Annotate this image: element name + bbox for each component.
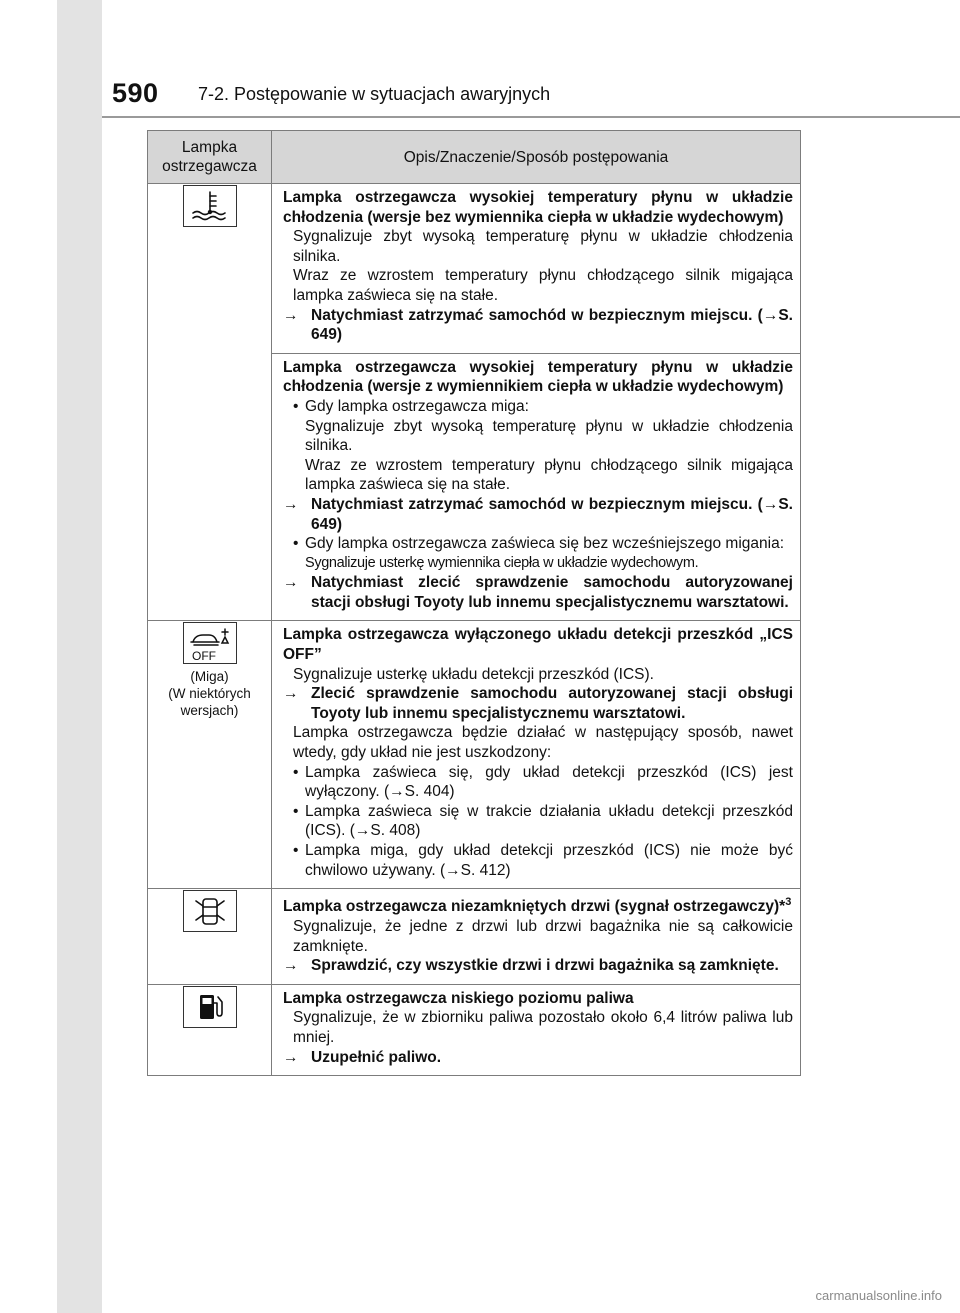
ics-bullet-1: • Lampka zaświeca się, gdy układ detekcji przeszkód (ICS) jest wyłączony. (→S. 404): [293, 763, 793, 801]
fuel-pump-icon: [183, 986, 237, 1028]
chapter-title: 7-2. Postępowanie w sytuacjach awaryjnych: [198, 84, 551, 104]
col-header-warning-light: Lampka ostrzegawcza: [148, 131, 272, 184]
ics-desc: [272, 621, 801, 889]
ics-bullet-2: • Lampka zaświeca się w trakcie działania układu detekcji przeszkód (ICS). (→S. 408): [293, 802, 793, 840]
ics-off-icon: [183, 622, 237, 664]
arrow-right-icon: →: [283, 574, 299, 592]
coolant-line-a1: Sygnalizuje zbyt wysoką temperaturę płynu w układzie chłodzenia silnika.: [293, 228, 793, 265]
coolant-title-b: Lampka ostrzegawcza wysokiej temperatury płynu w układzie chłodzenia (wersje z wymiennikiem ciepła w układzie wydechowym): [283, 358, 793, 396]
coolant-line-b3: Sygnalizuje usterkę wymiennika ciepła w układzie wydechowym.: [305, 554, 699, 571]
fuel-line-1: Sygnalizuje, że w zbiorniku paliwa pozostało około 6,4 litrów paliwa lub mniej.: [293, 1009, 793, 1046]
coolant-desc-b: [272, 353, 801, 621]
table-row-ics-off: [148, 621, 801, 889]
ics-line-1: Sygnalizuje usterkę układu detekcji przeszkód (ICS).: [293, 665, 654, 683]
warning-lights-table: [147, 130, 801, 1076]
ics-note-blinks: (Miga): [190, 669, 229, 685]
table-row-coolant-a: [148, 184, 801, 354]
arrow-right-icon: →: [283, 306, 299, 324]
coolant-bullet-b2: • Gdy lampka ostrzegawcza zaświeca się bez wcześniejszego migania:: [293, 535, 784, 553]
fuel-desc: [272, 984, 801, 1075]
coolant-line-b2: Wraz ze wzrostem temperatury płynu chłodzącego silnik migająca lampka zaświeca się na stałe.: [305, 456, 793, 494]
table-header-row: [148, 131, 801, 184]
fuel-title: Lampka ostrzegawcza niskiego poziomu paliwa: [283, 989, 634, 1007]
arrow-right-icon: →: [283, 957, 299, 975]
coolant-line-a2: Wraz ze wzrostem temperatury płynu chłodzącego silnik migająca lampka zaświeca się na stałe.: [293, 267, 793, 304]
coolant-title-a: Lampka ostrzegawcza wysokiej temperatury płynu w układzie chłodzenia (wersje bez wymiennika ciepła w układzie wydechowym): [283, 189, 793, 226]
coolant-action-b2: → Natychmiast zlecić sprawdzenie samochodu autoryzowanej stacji obsługi Toyoty lub innemu specjalistycznemu warsztatowi.: [283, 574, 793, 611]
ics-bullet-3: • Lampka miga, gdy układ detekcji przeszkód (ICS) nie może być chwilowo używany. (→S. 412): [293, 842, 793, 879]
watermark: carmanualsonline.info: [815, 1288, 942, 1303]
coolant-action-a: → Natychmiast zatrzymać samochód w bezpiecznym miejscu. (→S. 649): [283, 306, 793, 344]
table-row-door-open: [148, 889, 801, 985]
fuel-icon-cell: [148, 984, 272, 1075]
arrow-right-icon: →: [283, 685, 299, 703]
col-header-description: Opis/Znaczenie/Sposób postępowania: [272, 131, 801, 184]
page-header: [102, 72, 960, 118]
coolant-desc-a: [272, 184, 801, 354]
ics-note-versions: (W niektórych wersjach): [168, 686, 251, 719]
door-action: → Sprawdzić, czy wszystkie drzwi i drzwi bagażnika są zamknięte.: [283, 957, 779, 975]
svg-text:OFF: OFF: [191, 649, 216, 664]
coolant-bullet-b1: • Gdy lampka ostrzegawcza miga:: [293, 397, 529, 415]
coolant-icon-cell: [148, 184, 272, 621]
coolant-line-b1: Sygnalizuje zbyt wysoką temperaturę płynu w układzie chłodzenia silnika.: [305, 417, 793, 455]
page-number: 590: [112, 78, 159, 108]
ics-action: → Zlecić sprawdzenie samochodu autoryzowanej stacji obsługi Toyoty lub innemu specjalistycznemu warsztatowi.: [283, 685, 793, 722]
arrow-right-icon: →: [283, 495, 299, 513]
side-margin-strip: [57, 0, 102, 1313]
ics-icon-cell: [148, 621, 272, 889]
coolant-temperature-icon: [183, 185, 237, 227]
door-icon-cell: [148, 889, 272, 985]
door-desc: [272, 889, 801, 985]
ics-line-2: Lampka ostrzegawcza będzie działać w następujący sposób, nawet wtedy, gdy układ nie jest uszkodzony:: [293, 724, 793, 762]
arrow-right-icon: →: [283, 1048, 299, 1066]
fuel-action: → Uzupełnić paliwo.: [283, 1048, 442, 1066]
ics-title: Lampka ostrzegawcza wyłączonego układu detekcji przeszkód „ICS OFF”: [283, 626, 793, 664]
coolant-action-b1: → Natychmiast zatrzymać samochód w bezpiecznym miejscu. (→S. 649): [283, 495, 793, 533]
open-door-icon: [183, 890, 237, 932]
table-row-low-fuel: [148, 984, 801, 1075]
door-title: Lampka ostrzegawcza niezamkniętych drzwi (sygnał ostrzegawczy)*$^3$: [283, 896, 792, 916]
door-line-1: Sygnalizuje, że jedne z drzwi lub drzwi bagażnika nie są całkowicie zamknięte.: [293, 917, 793, 955]
